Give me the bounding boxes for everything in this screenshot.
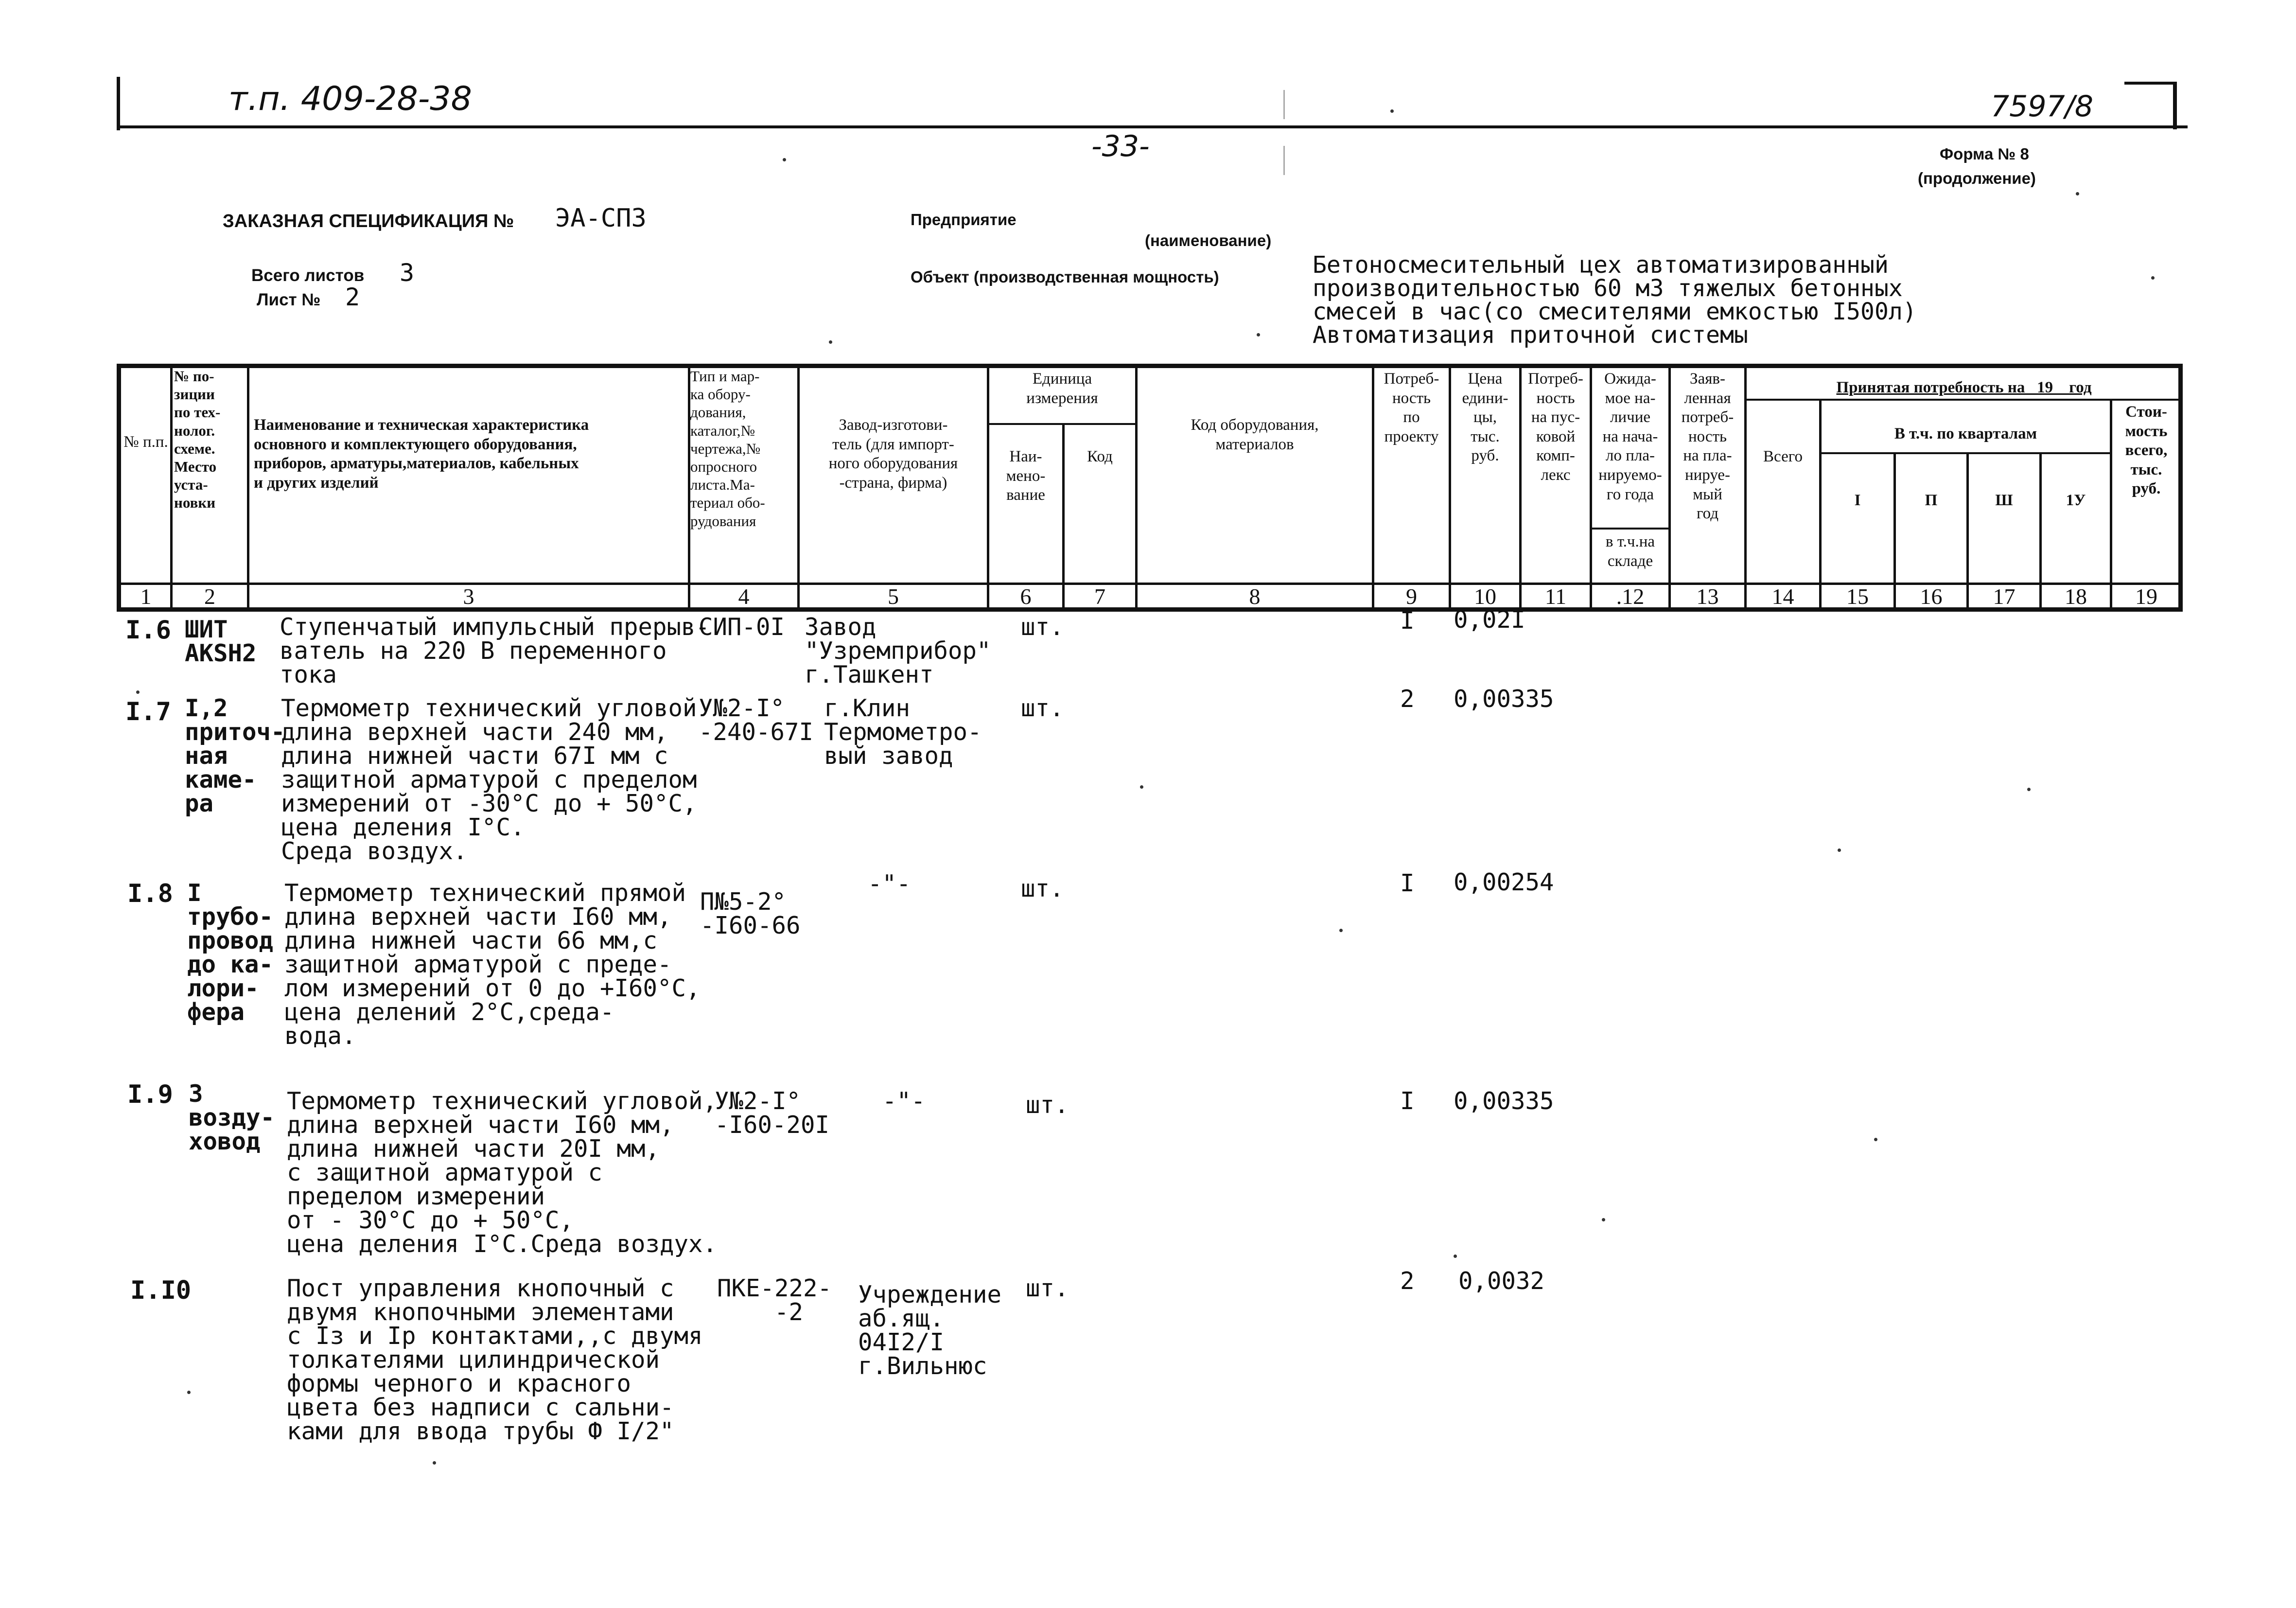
col-header-need: Потреб- ность по проекту [1384,370,1439,445]
col-header-total: Всего [1763,448,1803,465]
quarters-line [1819,452,2110,454]
top-rule-line [117,125,2188,128]
scan-speck [1257,333,1260,336]
col-number-4: 4 [738,584,750,609]
row-maker: -"- [882,1087,926,1115]
col-header-position: № по- зиции по тех- нолог. схеме. Место уста- новки [174,368,221,512]
object-line-2: производительностью 60 м3 тяжелых бетонных [1313,275,1903,302]
col-number-9: 9 [1406,584,1417,609]
scan-speck [1874,1138,1877,1141]
row-unit: шт. [1026,1091,1069,1119]
row-maker: Завод "Узремприбор" г.Ташкент [805,613,991,689]
row-name: Термометр технический угловой, длина верхней части I60 мм, длина нижней части 20I мм, с защитной арматурой с пределом измерений от - 30°С до + 50°С, цена деления I°С.Среда воздух. [287,1087,718,1258]
center-tick [1283,90,1285,119]
object-line-1: Бетоносмесительный цех автоматизированный [1313,251,1889,279]
naming-label: (наименование) [1145,231,1272,249]
col-header-q4: 1У [2066,492,2086,509]
vline-13 [1744,364,1747,612]
scan-speck [783,158,786,161]
row-name: Пост управления кнопочный с двумя кнопочными элементами с Iз и Iр контактами,,с двумя толкателями цилиндрической формы черного и красного цвета без надписи с сальни- ками для ввода трубы Ф I/2" [287,1274,703,1445]
col-header-name: Наименование и техническая характеристика основного и комплектующего оборудования, приборов, арматуры,материалов, кабельных и других изделий [254,416,589,492]
col-header-declared: Заяв- ленная потреб- ность на пла- нируе- мый год [1681,370,1734,523]
col-header-in-stock: в т.ч.на складе [1605,533,1655,570]
col-header-expected: Ожида- мое на- личие на нача- ло пла- нируемо- го года [1598,370,1662,503]
row-unit: шт. [1021,875,1064,902]
row-type: СИП-0I [699,613,785,641]
row-name: Ступенчатый импульсный прерыв- ватель на 220 В переменного тока [280,613,710,689]
row-qty: I [1400,869,1415,897]
col-number-8: 8 [1249,584,1261,609]
row-position: I,2 приточ- ная каме- ра [185,694,285,817]
col-header-q3: Ш [1995,492,2013,509]
row-price: 0,00254 [1454,868,1554,896]
scan-speck [2027,788,2031,791]
row-number: I.6 [125,616,171,645]
scan-speck [1339,929,1343,932]
row-qty: 2 [1400,685,1415,713]
archive-number: 7597/8 [1991,89,2094,124]
scan-speck [1390,109,1394,113]
col-number-17: 17 [1993,584,2016,609]
col-number-18: 18 [2065,584,2087,609]
object-line-4: Автоматизация приточной системы [1313,321,1748,349]
sheets-total-label: Всего листов [251,266,365,285]
row-type: У№2-I° -I60-20I [715,1087,830,1139]
col-number-16: 16 [1920,584,1943,609]
scan-speck [136,690,140,694]
sheet-label: Лист № [257,290,321,309]
scan-speck [1602,1218,1605,1221]
row-number: I.8 [127,879,173,908]
unit-sub-line [987,423,1135,425]
row-number: I.9 [127,1080,173,1109]
col-header-unit-group: Единица измерения [1026,370,1098,407]
row-qty: I [1400,1087,1415,1115]
scan-speck [1454,1255,1457,1258]
scan-speck [2076,192,2079,195]
col-number-10: 10 [1474,584,1496,609]
col-header-startup: Потреб- ность на пус- ковой комп- лекс [1528,370,1583,484]
col-header-q1: I [1854,492,1861,509]
form-label: Форма № 8 [1940,145,2029,163]
col-number-5: 5 [888,584,899,609]
row-position: I трубо- провод до ка- лори- фера [187,879,274,1026]
col-number-15: 15 [1846,584,1869,609]
row-maker: -"- [868,870,911,898]
scan-speck [187,1391,191,1394]
col-number-13: 13 [1696,584,1719,609]
col-number-14: 14 [1771,584,1794,609]
row-position: ШИТ АКSH2 [185,616,257,667]
row-unit: шт. [1026,1274,1069,1302]
col-number-3: 3 [463,584,474,609]
row-type: П№5-2° -I60-66 [700,888,801,939]
row-unit: шт. [1021,694,1064,722]
col-header-q2: П [1925,492,1938,509]
col-header-unit-name: Наи- мено- вание [1006,448,1046,504]
row-qty: I [1400,607,1415,635]
row-qty: 2 [1400,1267,1415,1295]
col-number-19: 19 [2135,584,2157,609]
col-header-npp: № п.п. [123,433,168,451]
right-stamp-line [2173,83,2177,129]
col-number-7: 7 [1094,584,1105,609]
row-price: 0,02I [1454,606,1525,634]
center-tick-2 [1283,146,1285,175]
form-sub: (продолжение) [1918,169,2036,187]
row-number: I.7 [125,697,171,726]
row-type: ПКЕ-222- -2 [717,1274,832,1326]
row-name: Термометр технический прямой длина верхней части I60 мм, длина нижней части 66 мм,с защитной арматурой с преде- лом измерений от 0 до +I60°С, цена делений 2°С,среда- вода. [284,879,701,1050]
col-header-unit-code: Код [1087,448,1113,465]
row-price: 0,00335 [1454,685,1554,713]
row-name: Термометр технический угловой длина верхней части 240 мм, длина нижней части 67I мм с защитной арматурой с пределом измерений от -30°С до + 50°С, цена деления I°С. Среда воздух. [281,694,697,865]
object-label: Объект (производственная мощность) [911,268,1219,286]
scan-speck [2151,276,2155,280]
row-maker: Учреждение аб.ящ. 04I2/I г.Вильнюс [858,1281,1002,1380]
col-header-maker: Завод-изготови- тель (для импорт- ного оборудования -страна, фирма) [828,416,958,492]
col-header-quarters: В т.ч. по кварталам [1894,425,2037,442]
col-number-1: 1 [140,584,152,609]
scan-speck [1838,848,1841,852]
sheet-number: 2 [345,283,360,311]
row-price: 0,00335 [1454,1087,1554,1115]
col-header-equip-code: Код оборудования, материалов [1191,416,1319,453]
left-border-line [117,77,120,130]
page-number: -33- [1091,129,1150,163]
col-header-cost: Стои- мость всего, тыс. руб. [2125,403,2168,498]
stamp-top-line [2124,82,2177,85]
row-type: У№2-I° -240-67I [699,694,814,746]
object-line-3: смесей в час(со смесителями емкостью I500л) [1313,298,1917,325]
col-number-6: 6 [1020,584,1032,609]
row-price: 0,0032 [1458,1267,1545,1295]
sheets-total: 3 [400,259,415,287]
col-number-11: 11 [1544,584,1567,609]
scan-speck [829,340,832,344]
row-maker: г.Клин Термометро- вый завод [824,694,982,770]
vline-2 [247,364,249,612]
col-number-2: 2 [204,584,215,609]
project-code: т.п. 409-28-38 [228,80,472,118]
vline-1 [170,364,173,612]
row-unit: шт. [1021,613,1064,641]
accepted-line [1744,399,2183,401]
enterprise-label: Предприятие [911,211,1017,229]
scan-speck [1140,785,1143,789]
col-header-type: Тип и мар- ка обору- дования, каталог,№ чертежа,№ опросного листа.Ма- териал обо- рудования [690,368,765,530]
col-header-price: Цена едини- цы, тыс. руб. [1462,370,1508,465]
row-position: 3 возду- ховод [189,1080,275,1155]
col-header-accepted: Принятая потребность на 19 год [1836,379,2092,396]
spec-number: ЭА-СПЗ [555,204,647,233]
col12-sub-line [1590,528,1668,530]
row-number: I.I0 [130,1276,192,1305]
col-number-12: .12 [1616,584,1645,609]
scan-speck [433,1461,436,1465]
spec-label: ЗАКАЗНАЯ СПЕЦИФИКАЦИЯ № [223,211,514,231]
vline-7 [1135,364,1138,612]
